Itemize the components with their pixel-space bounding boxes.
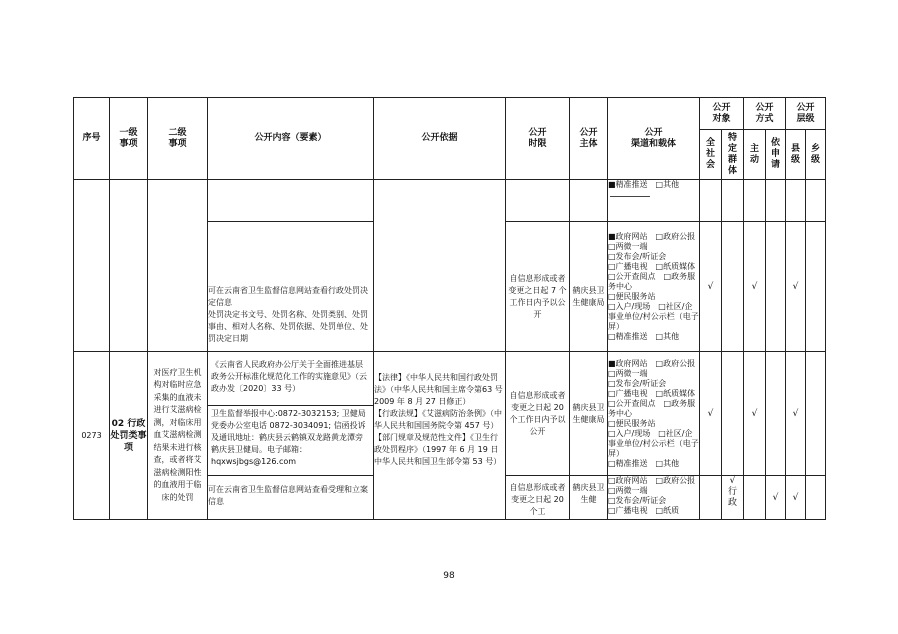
cell-time-limit: 自信息形成或者变更之日起 20 个工 — [506, 476, 570, 520]
cell-content — [208, 352, 374, 476]
cell-channel — [608, 180, 700, 222]
cell-subject: 鹤庆县卫生健 — [570, 476, 608, 520]
content-policy: 《云南省人民政府办公厅关于全面推进基层政务公开标准化规范化工作的实施意见》（云政办发〔2020〕33 号） — [208, 357, 373, 406]
header-obj-all: 全 社 会 — [700, 130, 722, 180]
cell-method-active: √ — [744, 352, 766, 476]
cell-basis: 【法律】《中华人民共和国行政处罚法》（中华人民共和国主席令第63 号 2009 年 8 月 27 日修正） 【行政法规】《艾滋病防治条例》（中华人民共和国国务院令第 457 号） 【部门规章及规范性文件】《卫生行政处罚程序》（1997 年 6 月 19 日中华人民共和国卫生部令第 53 号） — [374, 352, 506, 520]
cell-obj-specific — [722, 222, 744, 352]
disclosure-table — [73, 97, 826, 520]
header-content: 公开内容（要素） — [208, 98, 374, 180]
cell-empty — [148, 180, 208, 352]
cell-time-limit: 自信息形成或者变更之日起 20 个工作日内予以公开 — [506, 352, 570, 476]
channel-text: ■精准推送 □其他 — [608, 180, 680, 189]
content-contact: 卫生监督举报中心:0872-3032153; 卫健局党委办公室电话 0872-3034091; 信函投诉及通讯地址：鹤庆县云鹤镇双龙路黄龙潭旁鹤庆县卫健局。电子邮箱：hqxwsjbgs@126.com — [211, 409, 366, 466]
cell-level1: 02 行政处罚类事项 — [110, 352, 148, 520]
header-level-county: 县 级 — [786, 130, 806, 180]
cell-channel: ■政府网站 □政府公报 □两微一端 □发布会/听证会 □广播电视 □纸质媒体 □公开查阅点 □政务服务中心 □便民服务站 □入户/现场 □社区/企事业单位/村公示栏（电子屏） □精准推送 □其他 — [608, 352, 700, 476]
cell-level-county: √ — [786, 352, 806, 476]
cell-level-town — [806, 352, 826, 476]
table-row — [74, 180, 826, 222]
cell-subject: 鹤庆县卫生健康局 — [570, 352, 608, 476]
cell-time-limit: 自信息形成或者变更之日起 7 个工作日内予以公开 — [506, 222, 570, 352]
header-level2: 二级 事项 — [148, 98, 208, 180]
cell-level-county: √ — [786, 222, 806, 352]
cell-obj-all: √ — [700, 352, 722, 476]
header-obj-specific: 特 定 群 体 — [722, 130, 744, 180]
cell-empty — [110, 180, 148, 352]
header-method-apply: 依 申 请 — [766, 130, 786, 180]
header-level-group: 公开 层级 — [786, 98, 826, 130]
header-time-limit: 公开 时限 — [506, 98, 570, 180]
cell-method-active — [744, 476, 766, 520]
cell-empty — [74, 180, 110, 352]
cell-obj-specific — [722, 352, 744, 476]
cell-content: 可在云南省卫生监督信息网站查看受理和立案信息 — [208, 476, 374, 520]
cell-empty — [506, 180, 570, 222]
cell-obj-all: √ — [700, 222, 722, 352]
cell-subject: 鹤庆县卫生健康局 — [570, 222, 608, 352]
table-row — [74, 352, 826, 476]
cell-method-apply — [766, 352, 786, 476]
cell-content: 可在云南省卫生监督信息网站查看行政处罚决定信息 处罚决定书文号、处罚名称、处罚类别、处罚事由、相对人名称、处罚依据、处罚单位、处罚决定日期 — [208, 222, 374, 352]
header-level1: 一级 事项 — [110, 98, 148, 180]
header-subject: 公开 主体 — [570, 98, 608, 180]
header-seq: 序号 — [74, 98, 110, 180]
cell-level-town — [806, 222, 826, 352]
cell-method-apply — [766, 222, 786, 352]
cell-empty — [570, 180, 608, 222]
header-channel: 公开 渠道和载体 — [608, 98, 700, 180]
cell-empty — [374, 180, 506, 352]
header-basis: 公开依据 — [374, 98, 506, 180]
page-number: 98 — [443, 571, 455, 581]
cell-level-town — [806, 476, 826, 520]
header-method-active: 主 动 — [744, 130, 766, 180]
cell-method-apply: √ — [766, 476, 786, 520]
header-method-group: 公开 方式 — [744, 98, 786, 130]
cell-empty — [208, 180, 374, 222]
cell-seq: 0273 — [74, 352, 110, 520]
cell-method-active: √ — [744, 222, 766, 352]
cell-channel: ■政府网站 □政府公报 □两微一端 □发布会/听证会 □广播电视 □纸质媒体 □公开查阅点 □政务服务中心 □便民服务站 □入户/现场 □社区/企事业单位/村公示栏（电子屏） □精准推送 □其他 — [608, 222, 700, 352]
header-level-town: 乡 级 — [806, 130, 826, 180]
divider — [610, 196, 650, 197]
cell-obj-specific: √ 行 政 — [722, 476, 744, 520]
cell-channel: □政府网站 □政府公报 □两微一端 □发布会/听证会 □广播电视 □纸质 — [608, 476, 700, 520]
cell-level2: 对医疗卫生机构对临时应急采集的血液未进行艾滋病检测，对临床用血艾滋病检测结果未进行核查，或者将艾滋病检测阳性的血液用于临床的处罚 — [148, 352, 208, 520]
header-object-group: 公开 对象 — [700, 98, 744, 130]
cell-level-county: √ — [786, 476, 806, 520]
